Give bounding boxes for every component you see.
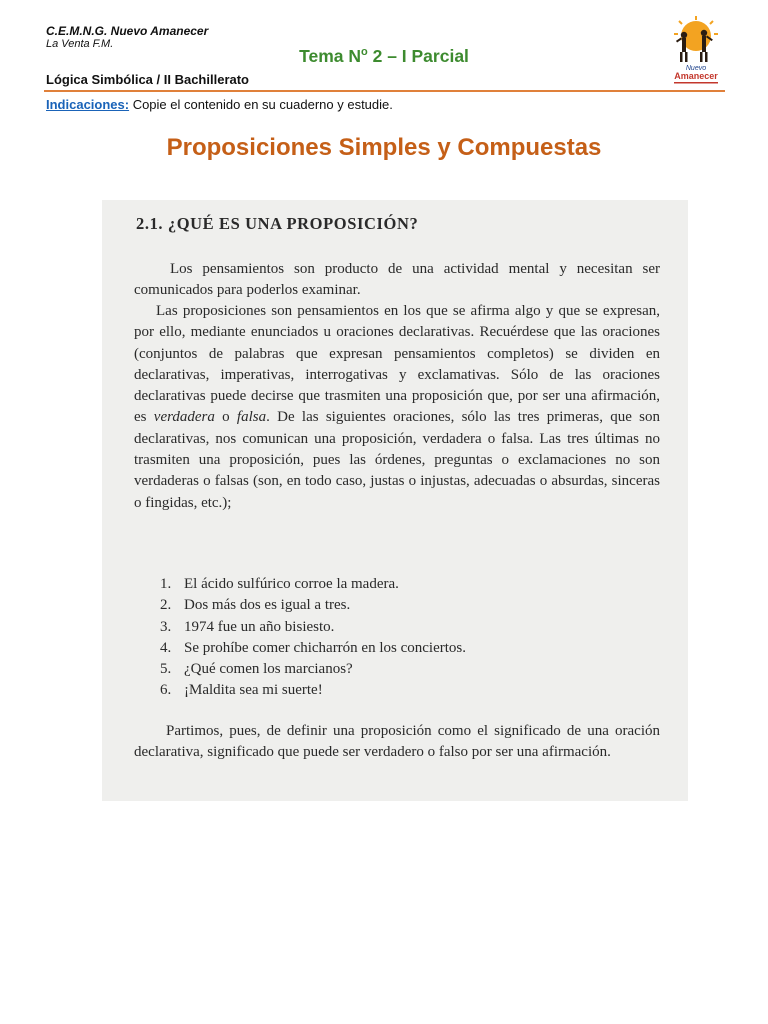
list-item	[160, 617, 466, 638]
list-item	[160, 659, 466, 680]
list-item	[160, 595, 466, 616]
emphasis-falsa: falsa	[236, 409, 267, 426]
paragraph-2-mid: o	[214, 409, 237, 426]
list-item	[160, 638, 466, 659]
list-item-text: ¿Qué comen los marcianos?	[184, 661, 353, 678]
list-item-text: ¡Maldita sea mi suerte!	[184, 682, 323, 699]
header-divider	[44, 90, 725, 92]
logo-text-nuevo: Nuevo	[685, 65, 707, 72]
instructions-label: Indicaciones:	[46, 97, 130, 112]
list-item-text: Se prohíbe comer chicharrón en los conciertos.	[184, 639, 466, 656]
topic-suffix: 2 – I Parcial	[367, 46, 469, 66]
paragraph-2-part-b: . De las siguientes oraciones, sólo las tres primeras, que son declarativas, nos comunican una proposición, verdadera o falsa. Las tres últimas no trasmiten una proposición, pues las órdenes, preguntas o exclamaciones no son verdaderas o falsas (son, en todo caso, justas o injustas, adecuadas o absurdas, sinceras o fingidas, etc.);	[134, 409, 661, 511]
logo-text-amanecer: Amanecer	[674, 71, 718, 81]
list-item	[160, 680, 466, 701]
list-item-number: 1.	[160, 576, 172, 592]
topic-superscript: o	[361, 46, 368, 59]
scanned-page	[102, 200, 688, 801]
list-item-number: 5.	[160, 661, 172, 678]
page-title: Proposiciones Simples y Compuestas	[166, 134, 602, 161]
list-item-text: 1974 fue un año bisiesto.	[184, 618, 335, 635]
school-logo	[662, 12, 730, 88]
list-item-text: El ácido sulfúrico corroe la madera.	[184, 576, 399, 592]
section-title: 2.1. ¿QUÉ ES UNA PROPOSICIÓN?	[136, 214, 419, 233]
list-item-number: 6.	[160, 682, 172, 699]
logo-underline	[674, 82, 718, 84]
paragraph-2-part-a: Las proposiciones son pensamientos en los que se afirma algo y que se expresan, por ello, mediante enunciados u oraciones declarativas. Recuérdese que las oraciones (conjuntos de palabras que expresan pensamientos completos) se dividen en declarativas, imperativas, interrogativas y exclamativas. Sólo de las oraciones declarativas puede decirse que trasmiten una proposición que, por ser una afirmación, es	[134, 303, 660, 426]
list-item-text: Dos más dos es igual a tres.	[184, 597, 351, 614]
instructions	[46, 97, 393, 112]
topic-heading	[0, 46, 768, 67]
paragraph-2	[134, 301, 660, 514]
list-item-number: 4.	[160, 639, 172, 656]
school-location: La Venta F.M.	[46, 38, 114, 50]
school-name: C.E.M.N.G. Nuevo Amanecer	[46, 24, 209, 38]
example-sentences-list	[160, 574, 466, 702]
topic-prefix: Tema N	[299, 46, 361, 66]
list-item-number: 2.	[160, 597, 172, 614]
instructions-text: Copie el contenido en su cuaderno y estudie.	[129, 97, 393, 112]
list-item-number: 3.	[160, 618, 172, 635]
emphasis-verdadera: verdadera	[153, 409, 215, 426]
list-item	[160, 574, 466, 595]
subject-line: Lógica Simbólica / II Bachillerato	[46, 72, 249, 87]
paragraph-1: Los pensamientos son producto de una actividad mental y necesitan ser comunicados para poderlos examinar.	[134, 261, 660, 299]
paragraph-3: Partimos, pues, de definir una proposición como el significado de una oración declarativa, significado que puede ser verdadero o falso por ser una afirmación.	[134, 723, 660, 761]
